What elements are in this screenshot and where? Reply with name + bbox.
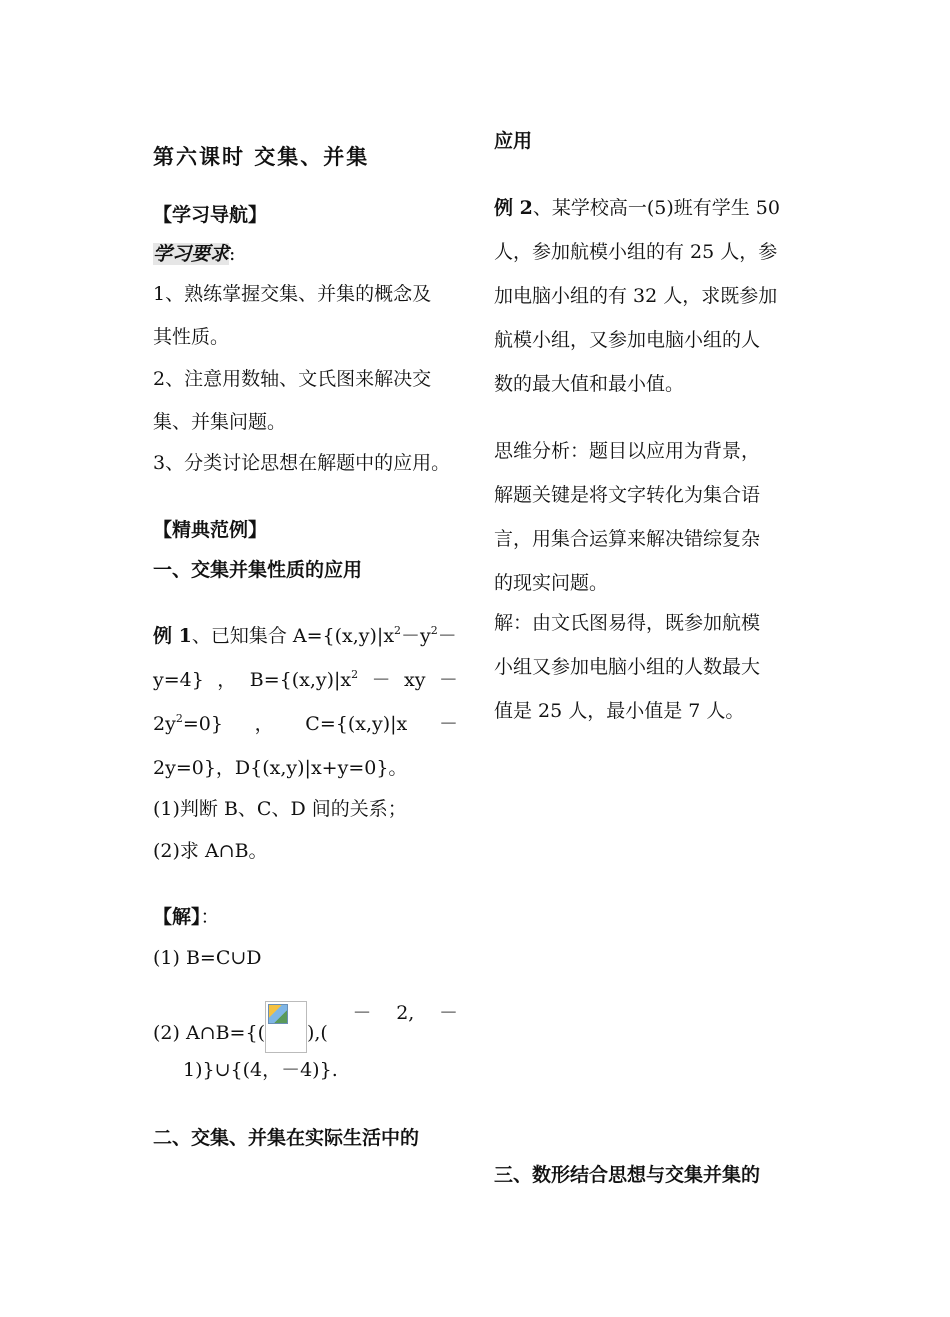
example-2-line-4: 航模小组，又参加电脑小组的人 [494, 329, 761, 351]
example-1-line-3: $2y^2=0$} ， C={(x,y)|x － [153, 712, 458, 735]
example-2-line-3: 加电脑小组的有 32 人，求既参加 [494, 285, 778, 307]
requirement-1-cont: 其性质。 [153, 326, 230, 348]
requirement-3: 3、分类讨论思想在解题中的应用。 [153, 452, 451, 474]
section-3-heading: 三、数形结合思想与交集并集的 [494, 1164, 761, 1186]
example-1-line-4: 2y=0}，D{(x,y)|x+y=0}。 [153, 757, 408, 779]
analysis-line-2: 解题关键是将文字转化为集合语 [494, 484, 761, 506]
examples-heading: 【精典范例】 [153, 519, 268, 541]
example-1-question-2: (2)求 A∩B。 [153, 840, 268, 862]
solution-line-2: 小组又参加电脑小组的人数最大 [494, 656, 761, 678]
example-1-line-1: 例 1、已知集合 $A=\{(x,y)|x^2-y^2-$ [153, 624, 457, 647]
analysis-line-3: 言，用集合运算来解决错综复杂 [494, 528, 761, 550]
lesson-title: 第六课时 交集、并集 [153, 144, 370, 169]
requirement-1: 1、熟练掌握交集、并集的概念及 [153, 283, 432, 305]
solution-line-1: 解：由文氏图易得，既参加航模 [494, 612, 761, 634]
example-1-line-2: y=4} ， $B=\{(x,y)|x^2$ － xy － [153, 668, 458, 691]
section-2-heading-cont: 应用 [494, 130, 533, 152]
requirements-label: 学习要求: [153, 243, 236, 265]
section-2-heading: 二、交集、并集在实际生活中的 [153, 1127, 420, 1149]
analysis-line-1: 思维分析：题目以应用为背景， [494, 440, 761, 462]
solution-heading: 【解】： [153, 906, 220, 928]
solution-2-cont: 1)}∪{(4，－4)}. [183, 1059, 338, 1081]
solution-1: (1) B=C∪D [153, 947, 262, 969]
example-2-line-5: 数的最大值和最小值。 [494, 373, 685, 395]
image-placeholder-icon [265, 1001, 307, 1053]
requirement-2: 2、注意用数轴、文氏图来解决交 [153, 368, 432, 390]
example-1-question-1: (1)判断 B、C、D 间的关系； [153, 798, 407, 820]
nav-heading: 【学习导航】 [153, 204, 268, 226]
solution-2: (2) A∩B={( ),( － 2, － [153, 1001, 458, 1053]
requirement-2-cont: 集、并集问题。 [153, 411, 287, 433]
analysis-line-4: 的现实问题。 [494, 572, 609, 594]
example-2-line-2: 人，参加航模小组的有 25 人，参 [494, 241, 778, 263]
example-2-line-1: 例 2、某学校高一(5)班有学生 50 [494, 197, 780, 219]
section-1-heading: 一、交集并集性质的应用 [153, 559, 363, 581]
solution-line-3: 值是 25 人，最小值是 7 人。 [494, 700, 745, 722]
